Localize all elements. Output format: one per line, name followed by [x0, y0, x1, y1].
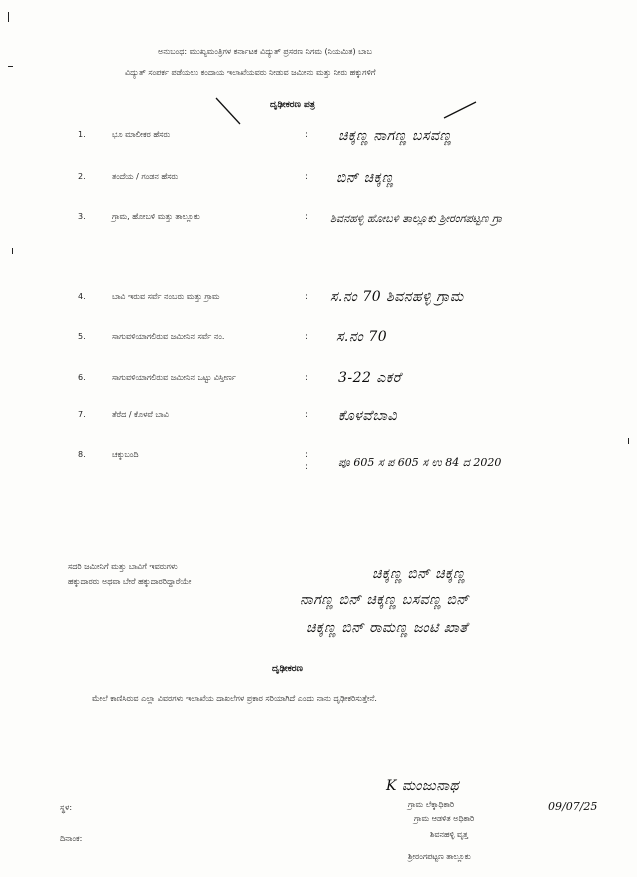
stamp-line-1: ಗ್ರಾಮ ಲೆಕ್ಕಾಧಿಕಾರಿ: [408, 800, 455, 809]
document-title: ದೃಢೀಕರಣ ಪತ್ರ: [270, 100, 315, 110]
owners-label-line-1: ಸದರಿ ಜಮೀನಿಗೆ ಮತ್ತು ಬಾವಿಗೆ ಇವರುಗಳು: [68, 562, 178, 571]
certification-text: ಮೇಲೆ ಕಾಣಿಸಿರುವ ಎಲ್ಲಾ ವಿವರಗಳು ಇಲಾಖೆಯ ದಾಖಲೆಗಳ ಪ್ರಕಾರ ಸರಿಯಾಗಿದೆ ಎಂದು ನಾನು ದೃಢೀಕರಿಸುತ್ತೇನೆ.: [92, 694, 377, 703]
certification-title: ದೃಢೀಕರಣ: [272, 664, 303, 674]
owners-label-line-2: ಹಕ್ಕುದಾರರು ಅಥವಾ ಬೇರೆ ಹಕ್ಕುದಾರರಿದ್ದಾರೆಯೇ: [68, 577, 192, 586]
field-colon: :: [305, 172, 309, 182]
field-colon: :: [305, 450, 309, 460]
scan-mark: [8, 66, 13, 67]
field-number: 5.: [78, 332, 86, 341]
field-colon: :: [305, 462, 309, 472]
pen-stroke: [214, 96, 244, 128]
field-label: ಸಾಗುವಳಿಯಾಗಲಿರುವ ಜಮೀನಿನ ಸರ್ವೆ ನಂ.: [112, 332, 225, 341]
owners-handwritten-line-1: ಚಿಕ್ಕಣ್ಣ ಬಿನ್ ಚಿಕ್ಕಣ್ಣ: [372, 566, 466, 582]
field-value-handwritten: ಸ.ನಂ 70: [336, 329, 388, 345]
place-label: ಸ್ಥಳ:: [60, 803, 73, 812]
stamp-line-3: ಶಿವನಹಳ್ಳಿ ವೃತ್ತ: [430, 830, 468, 839]
owners-handwritten-line-3: ಚಿಕ್ಕಣ್ಣ ಬಿನ್ ರಾಮಣ್ಣ ಜಂಟಿ ಖಾತೆ: [306, 620, 468, 636]
field-value-handwritten: ಬಿನ್ ಚಿಕ್ಕಣ್ಣ: [336, 170, 395, 186]
owners-handwritten-line-2: ನಾಗಣ್ಣ ಬಿನ್ ಚಿಕ್ಕಣ್ಣ ಬಸವಣ್ಣ ಬಿನ್: [300, 592, 470, 608]
scan-mark: [12, 248, 13, 254]
field-label: ಚಕ್ಕುಬಂದಿ: [112, 450, 139, 459]
field-label: ಬಾವಿ ಇರುವ ಸರ್ವೆ ನಂಬರು ಮತ್ತು ಗ್ರಾಮ: [112, 292, 220, 301]
field-number: 8.: [78, 450, 86, 459]
pen-stroke: [440, 98, 480, 122]
field-colon: :: [305, 130, 309, 140]
header-line-1: ಅನುಬಂಧ: ಮುಖ್ಯಮಂತ್ರಿಗಳ ಕರ್ನಾಟಕ ವಿದ್ಯುತ್ ಪ್ರಸರಣ ನಿಗಮ (ನಿಯಮಿತ) ಬಾಬ: [158, 47, 372, 56]
field-number: 4.: [78, 292, 86, 301]
field-value-handwritten: ಪೂ 605 ಸ ಪ 605 ಸ ಉ 84 ದ 2020: [338, 456, 502, 469]
field-colon: :: [305, 410, 309, 420]
field-label: ತೆರೆದ / ಕೊಳವೆ ಬಾವಿ: [112, 410, 169, 419]
field-number: 7.: [78, 410, 86, 419]
field-number: 3.: [78, 212, 86, 221]
field-value-handwritten: 3-22 ಎಕರೆ: [338, 370, 402, 386]
field-number: 1.: [78, 130, 86, 139]
field-colon: :: [305, 332, 309, 342]
field-label: ತಂದೆಯ / ಗಂಡನ ಹೆಸರು: [112, 172, 179, 181]
field-label: ಸಾಗುವಳಿಯಾಗಲಿರುವ ಜಮೀನಿನ ಒಟ್ಟು ವಿಸ್ತೀರ್ಣ: [112, 373, 236, 382]
scan-mark: [628, 438, 629, 444]
field-colon: :: [305, 292, 309, 302]
field-value-handwritten: ಕೊಳವೆಬಾವಿ: [338, 408, 397, 424]
field-number: 2.: [78, 172, 86, 181]
stamp-line-4: ಶ್ರೀರಂಗಪಟ್ಟಣ ತಾಲ್ಲೂಕು: [408, 852, 471, 861]
field-number: 6.: [78, 373, 86, 382]
field-label: ಭೂ ಮಾಲೀಕರ ಹೆಸರು: [112, 130, 171, 139]
stamp-line-2: ಗ್ರಾಮ ಆಡಳಿತ ಅಧಿಕಾರಿ: [414, 814, 475, 823]
field-colon: :: [305, 373, 309, 383]
field-value-handwritten: ಸ.ನಂ 70 ಶಿವನಹಳ್ಳಿ ಗ್ರಾಮ: [330, 289, 464, 305]
field-colon: :: [305, 212, 309, 222]
signature-date: 09/07/25: [548, 800, 598, 813]
field-value-handwritten: ಶಿವನಹಳ್ಳಿ ಹೋಬಳಿ ತಾಲ್ಲೂಕು ಶ್ರೀರಂಗಪಟ್ಟಣ ಗ್ರಾ: [330, 212, 503, 225]
field-label: ಗ್ರಾಮ, ಹೋಬಳಿ ಮತ್ತು ತಾಲ್ಲೂಕು: [112, 212, 200, 221]
date-label: ದಿನಾಂಕ:: [60, 834, 83, 843]
field-value-handwritten: ಚಿಕ್ಕಣ್ಣ ನಾಗಣ್ಣ ಬಸವಣ್ಣ: [338, 128, 452, 144]
officer-signature: K ಮಂಜುನಾಥ: [386, 778, 460, 794]
header-line-2: ವಿದ್ಯುತ್ ಸಂಪರ್ಕ ಪಡೆಯಲು ಕಂದಾಯ ಇಲಾಖೆಯವರು ನೀಡುವ ಜಮೀನು ಮತ್ತು ನೀರು ಹಕ್ಕುಗಳಿಗೆ: [125, 68, 376, 77]
scan-mark: [8, 12, 9, 22]
